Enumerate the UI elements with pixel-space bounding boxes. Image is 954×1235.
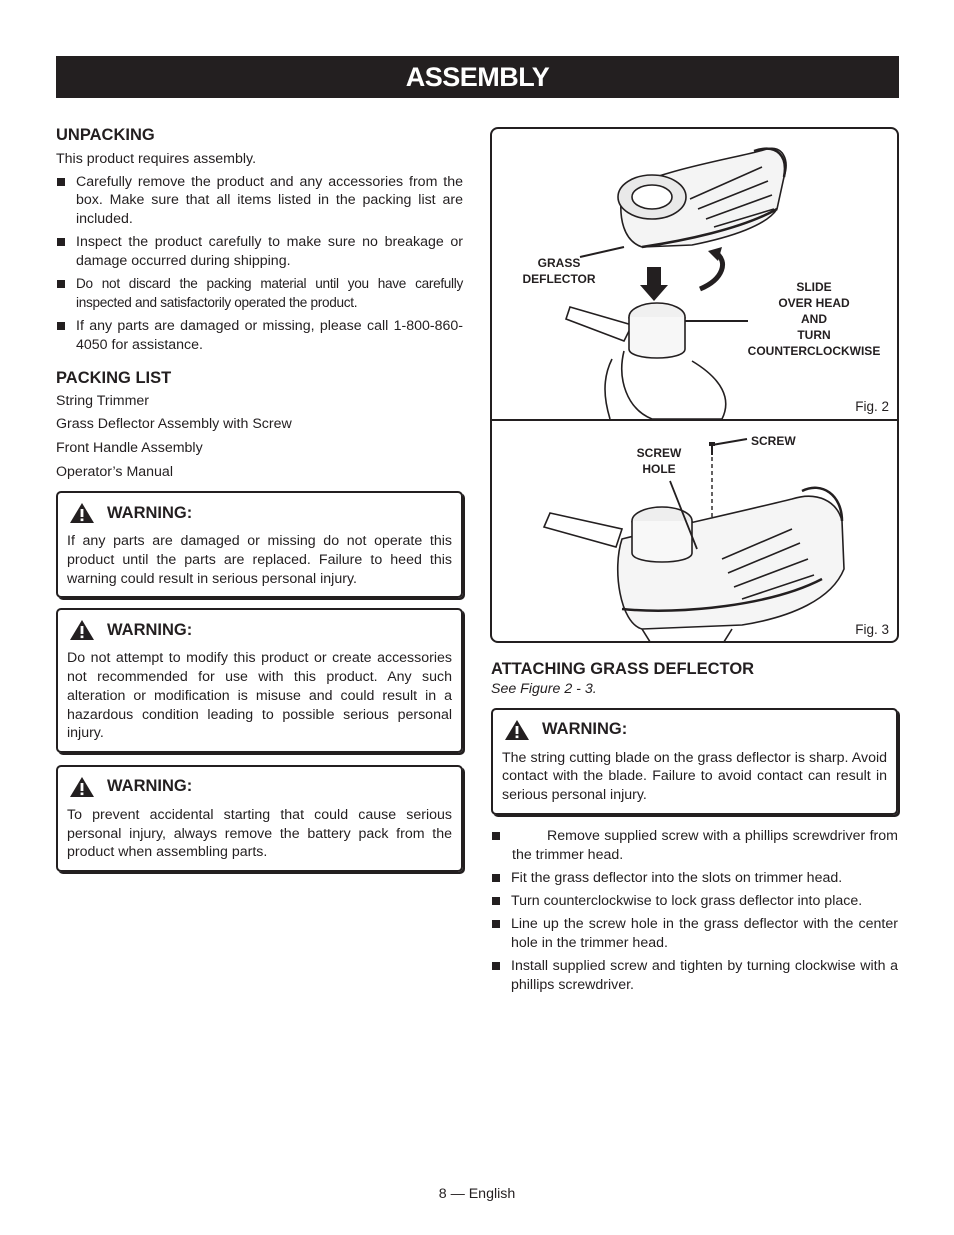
right-column [491,656,898,999]
trimmer-head-illustration [566,303,748,419]
label-slide-line: OVER HEAD [778,296,850,310]
packing-list [56,392,463,482]
attaching-heading: ATTACHING GRASS DEFLECTOR [491,660,755,678]
unpacking-list [56,173,463,355]
label-screw-hole: HOLE [642,462,676,476]
label-screw-hole: SCREW [636,446,682,460]
down-arrow-icon [640,267,668,301]
label-slide-line: AND [801,312,827,326]
warning-box [56,491,463,598]
left-column [56,124,463,872]
warning-text: If any parts are damaged or missing do not operate this product until the parts are replaced. Failure to heed this warning could result in serious personal injury. [67,533,452,587]
warning-text: The string cutting blade on the grass deflector is sharp. Avoid contact with the blade. Failure to avoid contact can result in serious personal injury. [502,749,887,804]
unpacking-heading: UNPACKING [56,126,155,144]
figure-panel [490,127,899,643]
warning-title: WARNING: [542,720,628,739]
rotate-arrow-icon [700,253,723,289]
unpacking-intro: This product requires assembly. [56,151,257,167]
page-footer: 8 — English [438,1186,516,1202]
warning-title: WARNING: [107,503,193,522]
warning-title: WARNING: [107,620,193,639]
figure-caption: Fig. 2 [855,399,889,414]
list-item: String Trimmer [56,392,150,409]
warning-box [56,608,463,753]
attaching-steps-list [491,827,898,995]
label-slide-line: SLIDE [796,280,832,294]
warning-title: WARNING: [107,777,193,796]
figure-illustration [492,129,899,643]
warning-text: To prevent accidental starting that could cause serious personal injury, always remove the battery pack from the product when assembling parts. [67,806,452,861]
label-screw: SCREW [751,434,796,448]
figure-caption: Fig. 3 [855,622,889,637]
list-item: Turn counterclockwise to lock grass deflector into place. [491,892,898,911]
list-item: Inspect the product carefully to make sure no breakage or damage occurred during shipping. [56,233,463,270]
label-slide-line: COUNTERCLOCKWISE [747,344,881,358]
label-slide-line: TURN [797,328,831,342]
page-title: ASSEMBLY [56,56,899,98]
list-item: Remove supplied screw with a phillips screwdriver from the trimmer head. [491,827,898,864]
warning-triangle-icon [69,619,95,641]
list-item: Fit the grass deflector into the slots on trimmer head. [491,869,898,888]
warning-text: Do not attempt to modify this product or create accessories not recommended for use with this product. Any such alteration or modification is misuse and could result in a hazardous condition leading to possible serious personal injury. [67,650,452,742]
list-item: If any parts are damaged or missing, please call 1-800-860-4050 for assistance. [56,317,463,354]
label-deflector: DEFLECTOR [522,272,596,286]
warning-triangle-icon [504,719,530,741]
warning-triangle-icon [69,776,95,798]
warning-triangle-icon [69,502,95,524]
list-item: Operator’s Manual [56,463,173,480]
label-grass: GRASS [537,256,581,270]
list-item: Carefully remove the product and any accessories from the box. Make sure that all items listed in the packing list are included. [56,173,463,229]
warning-box [491,708,898,815]
warning-box [56,765,463,872]
see-figure-note: See Figure 2 - 3. [491,681,597,697]
list-item: Line up the screw hole in the grass deflector with the center hole in the trimmer head. [491,915,898,952]
list-item: Do not discard the packing material until you have carefully inspected and satisfactorily operated the product. [56,275,463,312]
list-item: Front Handle Assembly [56,439,203,456]
grass-deflector-illustration [618,148,786,247]
list-item: Grass Deflector Assembly with Screw [56,416,292,433]
assembled-deflector-illustration [544,481,844,643]
list-item: Install supplied screw and tighten by turning clockwise with a phillips screwdriver. [491,957,898,994]
packing-list-heading: PACKING LIST [56,368,172,387]
